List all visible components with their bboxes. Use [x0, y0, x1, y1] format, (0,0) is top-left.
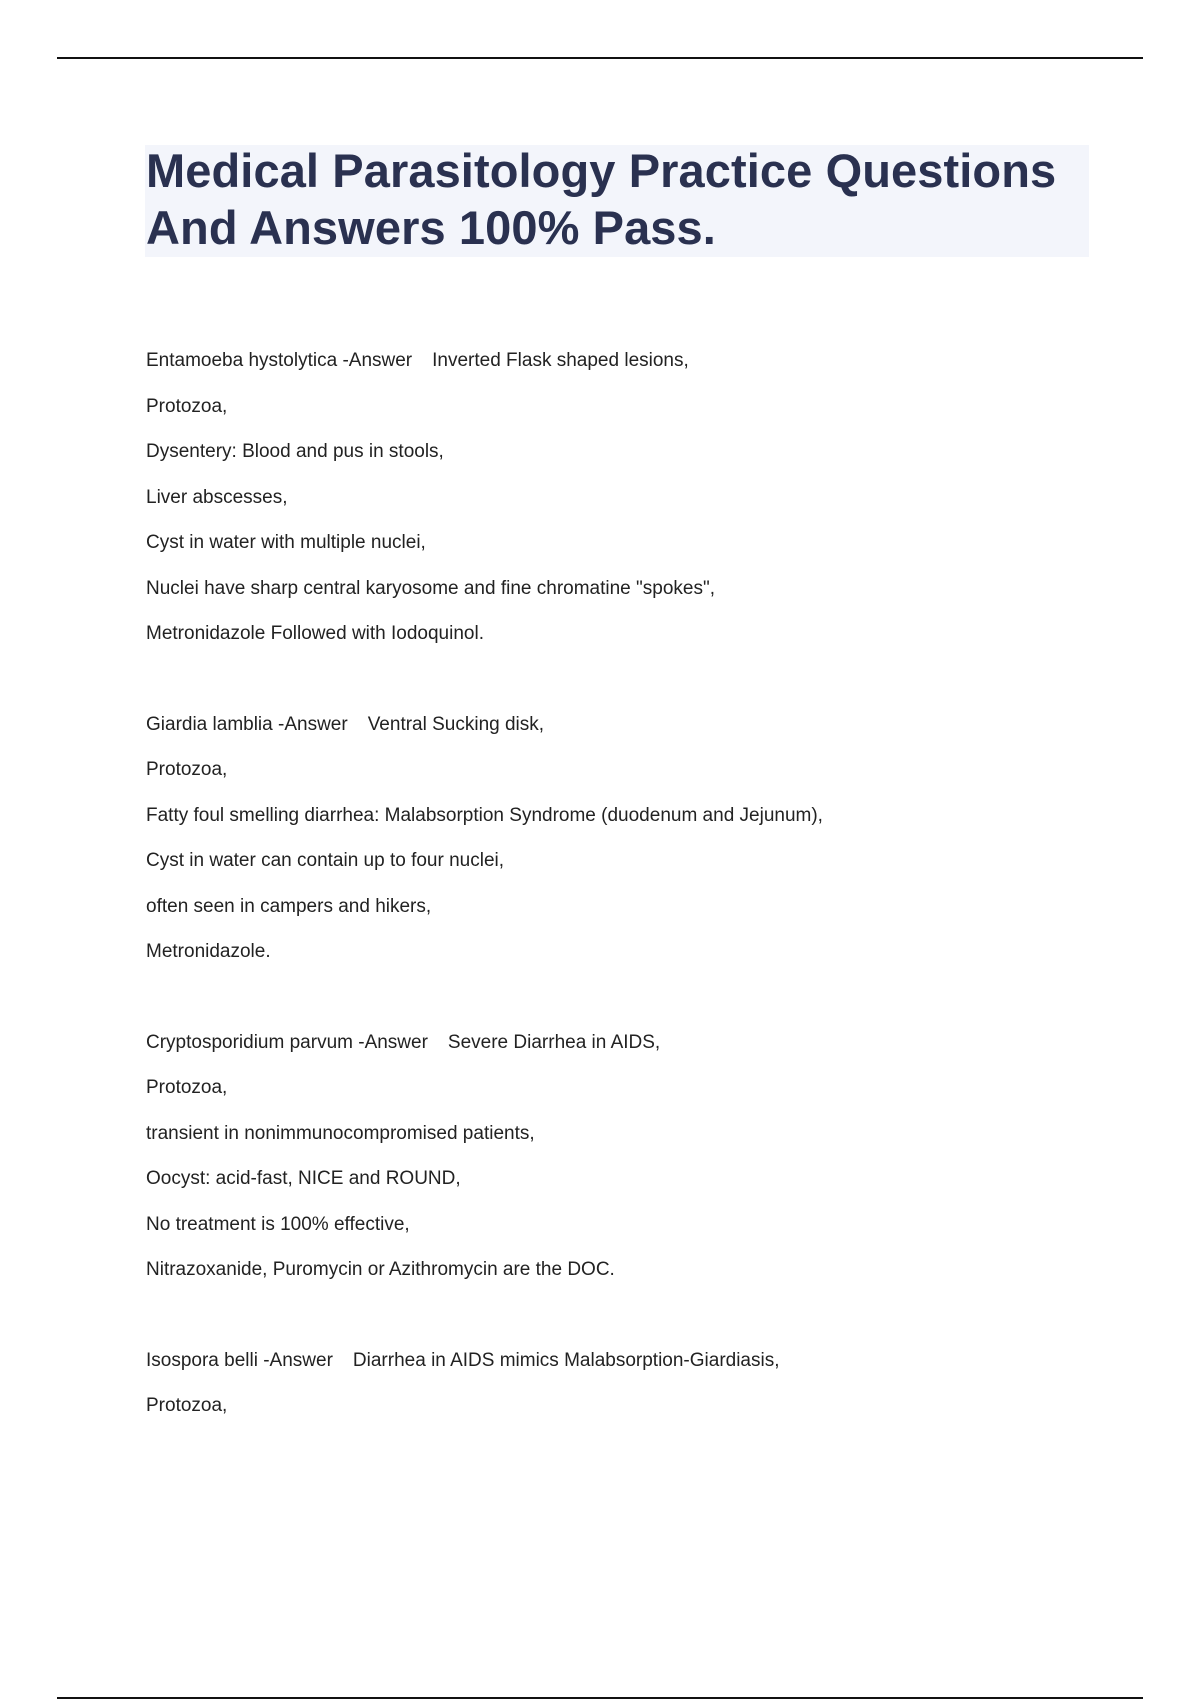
entry-term: Entamoeba hystolytica -Answer [146, 350, 413, 371]
entry-line: Metronidazole. [146, 941, 271, 962]
entry-line: Fatty foul smelling diarrhea: Malabsorption Syndrome (duodenum and Jejunum), [146, 804, 823, 826]
qa-entry [146, 1346, 1106, 1437]
entry-line: Nitrazoxanide, Puromycin or Azithromycin are the DOC. [146, 1259, 615, 1280]
qa-entry [146, 346, 1106, 665]
entry-line: Nuclei have sharp central karyosome and fine chromatine "spokes", [146, 577, 715, 599]
entry-line: Metronidazole Followed with Iodoquinol. [146, 623, 484, 644]
entry-line: Protozoa, [146, 395, 228, 417]
entry-line: Protozoa, [146, 759, 228, 780]
entry-term: Giardia lamblia -Answer [146, 713, 348, 735]
qa-entry [146, 710, 1106, 983]
entry-line: Dysentery: Blood and pus in stools, [146, 441, 444, 462]
entry-line: Cyst in water can contain up to four nuclei, [146, 850, 505, 871]
document-title: Medical Parasitology Practice Questions And Answers 100% Pass. [146, 144, 1057, 254]
entry-answer: Diarrhea in AIDS mimics Malabsorption-Giardiasis, [352, 1349, 780, 1371]
entry-answer: Severe Diarrhea in AIDS, [447, 1031, 661, 1053]
entry-line: Oocyst: acid-fast, NICE and ROUND, [146, 1168, 461, 1189]
entry-line: Cyst in water with multiple nuclei, [146, 532, 426, 553]
header-rule [57, 57, 1143, 59]
entry-heading-line [146, 346, 1106, 392]
entry-line: Liver abscesses, [146, 486, 288, 508]
footer-rule [57, 1697, 1143, 1699]
qa-entry [146, 1028, 1106, 1301]
entry-heading-line [146, 1346, 1106, 1392]
entry-line: Protozoa, [146, 1395, 228, 1416]
entry-line: Protozoa, [146, 1077, 228, 1098]
entry-answer: Inverted Flask shaped lesions, [432, 350, 689, 371]
document-body [146, 346, 1106, 1482]
entry-answer: Ventral Sucking disk, [367, 713, 545, 735]
entry-heading-line [146, 1028, 1106, 1074]
entry-line: transient in nonimmunocompromised patients, [146, 1122, 535, 1144]
entry-term: Cryptosporidium parvum -Answer [146, 1031, 428, 1053]
entry-heading-line [146, 710, 1106, 756]
entry-line: No treatment is 100% effective, [146, 1213, 410, 1235]
entry-line: often seen in campers and hikers, [146, 895, 432, 917]
entry-term: Isospora belli -Answer [146, 1349, 333, 1371]
